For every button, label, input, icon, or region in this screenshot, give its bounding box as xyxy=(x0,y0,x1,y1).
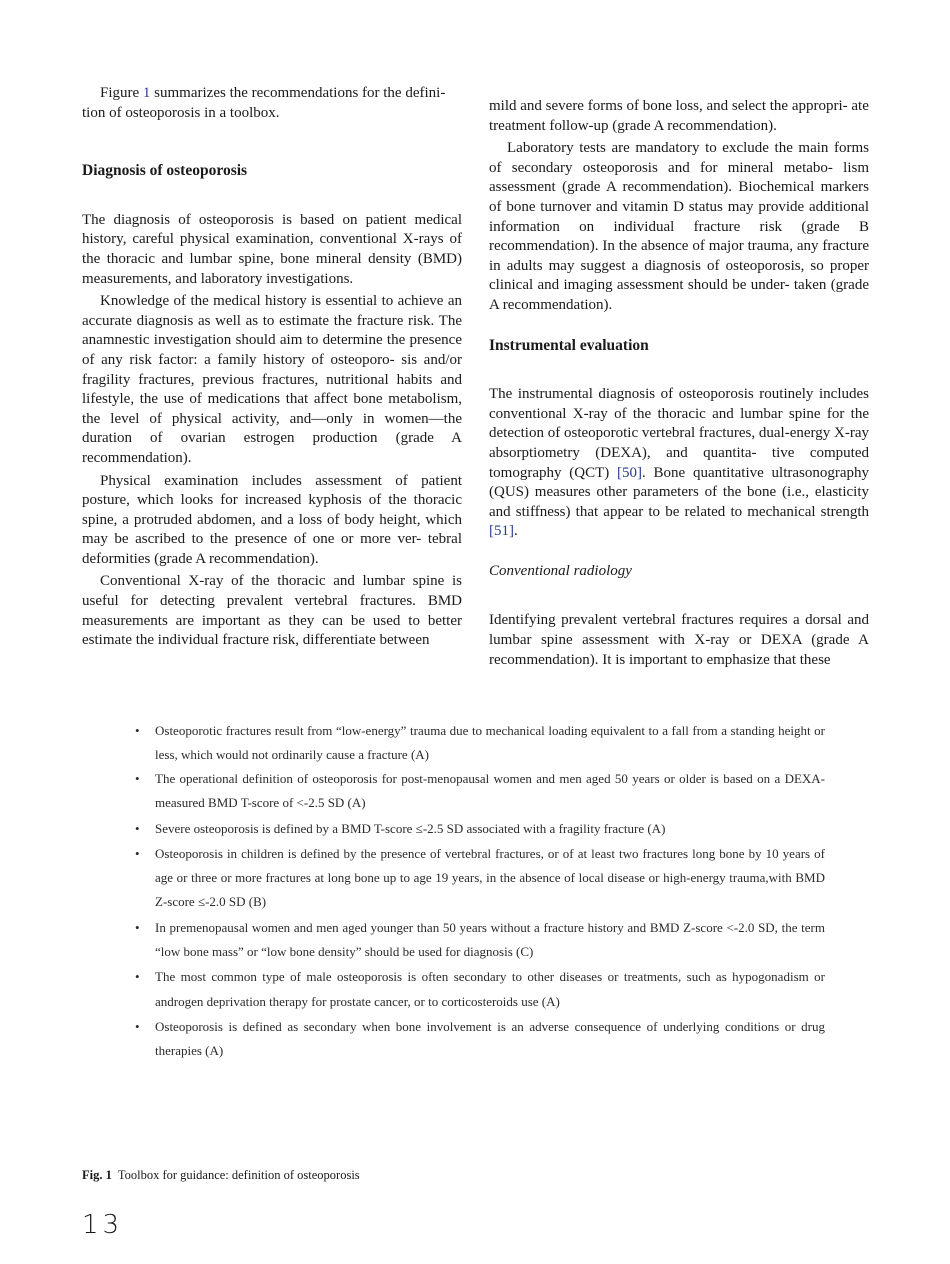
section-heading-diagnosis: Diagnosis of osteoporosis xyxy=(82,162,248,180)
caption-text: Toolbox for guidance: definition of osteoporosis xyxy=(117,1168,360,1182)
citation-link[interactable]: [50] xyxy=(617,464,643,481)
bullet-icon: • xyxy=(135,919,140,935)
paragraph: The instrumental diagnosis of osteoporosis routinely includes conventional X-ray of the thoracic and lumbar spine for the detection of osteoporotic vertebral fractures, dual-energy X-ray absorptiometry (DEXA), and quantita- tive computed tomography (QCT) [50]. Bone quantitative ultrasonography (QUS) measures other parameters of the bone (i.e., elasticity and stiffness) that appear to be related to mechanical strength [51]. xyxy=(489,386,870,540)
list-item: • The operational definition of osteoporosis for post-menopausal women and men aged 50 years or older is based on a DEXA-measured BMD T-score of <-2.5 SD (A) xyxy=(125,767,825,816)
right-column xyxy=(489,97,869,670)
figure-caption xyxy=(82,1168,360,1183)
bullet-icon: • xyxy=(135,969,140,985)
intro-paragraph: Figure 1 summarizes the recommendations for the defini- tion of osteoporosis in a toolbox. xyxy=(82,85,446,121)
bullet-icon: • xyxy=(135,771,140,786)
list-item: • The most common type of male osteoporosis is often secondary to other diseases or treatments, such as hypogonadism or androgen deprivation therapy for prostate cancer, or to corticosteroids use (A) xyxy=(125,965,825,1014)
toolbox-list xyxy=(125,719,825,1064)
bullet-icon: • xyxy=(135,1018,140,1034)
list-item: • Severe osteoporosis is defined by a BMD T-score ≤-2.5 SD associated with a fragility fracture (A) xyxy=(125,817,825,841)
page-number: 13 xyxy=(82,1210,124,1240)
paragraph: Conventional X-ray of the thoracic and lumbar spine is useful for detecting prevalent vertebral fractures. BMD measurements are important as they can be used to better estimate the individual fracture risk, differentiate between xyxy=(82,573,462,649)
left-column xyxy=(82,84,462,651)
bullet-icon: • xyxy=(135,845,140,861)
paragraph: Identifying prevalent vertebral fractures requires a dorsal and lumbar spine assessment with X-ray or DEXA (grade A recommendation). It is important to emphasize that these xyxy=(489,612,869,668)
paragraph: Knowledge of the medical history is essential to achieve an accurate diagnosis as well as to estimate the fracture risk. The anamnestic investigation should aim to determine the presence of any risk factor: a family history of osteoporo- sis and/or fragility fractures, previous fractures, nutritional habits and lifestyle, the use of medications that affect bone metabolism, the level of physical activity, and—only in women—the duration of ovarian estrogen production (grade A recommendation). xyxy=(82,293,462,466)
subsection-heading-conventional-radiology: Conventional radiology xyxy=(489,562,632,579)
list-item: • Osteoporosis in children is defined by the presence of vertebral fractures, or of at least two fractures long bone by 10 years of age or three or more fractures at long bone up to age 19 years, in the absence of local disease or high-energy trauma,with BMD Z-score ≤-2.0 SD (B) xyxy=(125,842,825,915)
paragraph: The diagnosis of osteoporosis is based on patient medical history, careful physical examination, conventional X-rays of the thoracic and lumbar spine, bone mineral density (BMD) measurements, and laboratory investigations. xyxy=(82,211,462,287)
list-item: • Osteoporotic fractures result from “low-energy” trauma due to mechanical loading equivalent to a fall from a standing height or less, which would not ordinarily cause a fracture (A) xyxy=(125,719,825,766)
figure-toolbox xyxy=(125,722,825,1072)
paragraph: Physical examination includes assessment of patient posture, which looks for increased kyphosis of the thoracic spine, a protruded abdomen, and a loss of body height, which may be ascribed to the presence of one or more ver- tebral deformities (grade A recommendation). xyxy=(82,472,462,567)
paragraph: Laboratory tests are mandatory to exclude the main forms of secondary osteoporosis and for mineral metabo- lism assessment (grade A recommendation). Biochemical markers of bone turnover and vitamin D status may provide additional information on individual fracture risk (grade B recommendation). In the absence of major trauma, any fracture in adults may suggest a diagnosis of osteoporosis, so proper clinical and imaging assessment should be under- taken (grade A recommendation). xyxy=(489,140,869,313)
figure-ref-link[interactable]: 1 xyxy=(142,85,151,101)
citation-link[interactable]: [51] xyxy=(489,523,514,540)
bullet-icon: • xyxy=(135,723,140,738)
list-item: • Osteoporosis is defined as secondary when bone involvement is an adverse consequence of underlying conditions or drug therapies (A) xyxy=(125,1015,825,1064)
paragraph: mild and severe forms of bone loss, and select the appropri- ate treatment follow-up (grade A recommendation). xyxy=(489,98,869,134)
caption-label: Fig. 1 xyxy=(82,1168,112,1182)
section-heading-instrumental: Instrumental evaluation xyxy=(489,336,649,354)
bullet-icon: • xyxy=(135,820,140,836)
list-item: • In premenopausal women and men aged younger than 50 years without a fracture history and BMD Z-score <-2.0 SD, the term “low bone mass” or “low bone density” should be used for diagnosis (C) xyxy=(125,916,825,965)
